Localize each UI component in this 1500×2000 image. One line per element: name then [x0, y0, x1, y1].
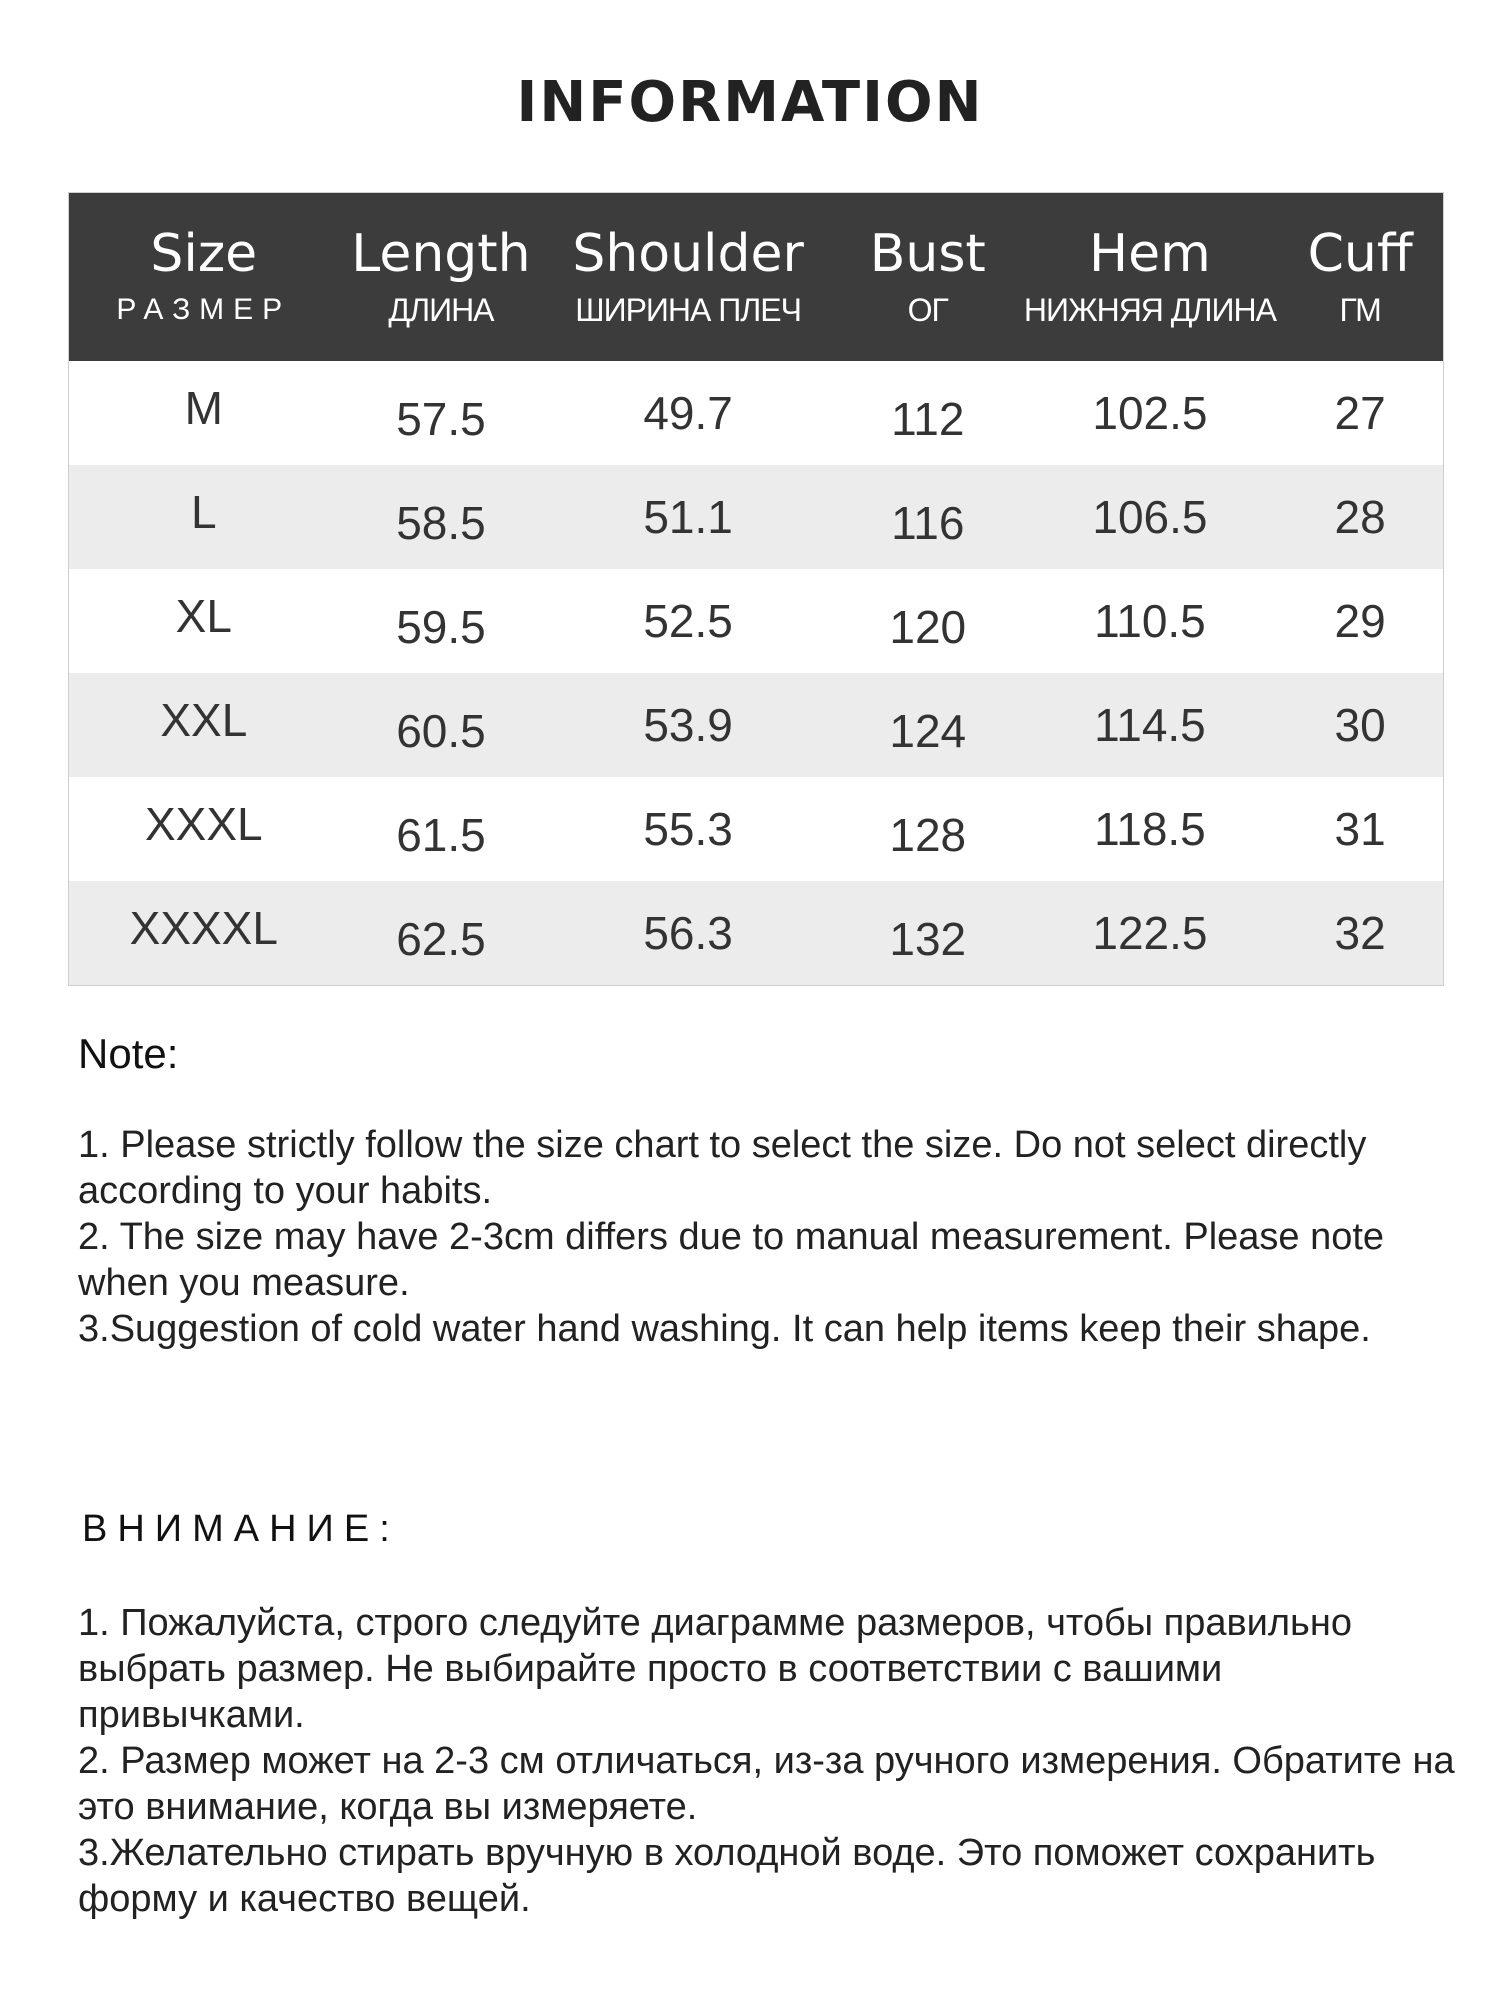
cell-bust: 124 [889, 705, 967, 757]
note-line: 1. Please strictly follow the size chart to select the size. Do not select directly according to your habits. [78, 1124, 1367, 1212]
note-heading: Note: [78, 1030, 179, 1077]
cell-cuff: 29 [1334, 595, 1386, 647]
cell-shoulder: 53.9 [643, 699, 733, 751]
header-label: Bust [869, 224, 986, 284]
table-row [69, 361, 1443, 465]
cell-hem: 114.5 [1094, 699, 1206, 751]
cell-cuff: 28 [1334, 491, 1386, 543]
cell-shoulder: 55.3 [643, 803, 733, 855]
cell-cuff: 27 [1334, 387, 1386, 439]
note-body [78, 1122, 1438, 1352]
header-sublabel: ГМ [1339, 292, 1381, 328]
table-row [69, 465, 1443, 569]
cell-shoulder: 49.7 [643, 387, 733, 439]
cell-cuff: 30 [1334, 699, 1386, 751]
attention-line: 3.Желательно стирать вручную в холодной воде. Это поможет сохранить форму и качество вещей. [78, 1832, 1376, 1920]
cell-size: L [191, 486, 217, 538]
header-hem [1023, 193, 1278, 361]
attention-body [78, 1600, 1458, 1922]
header-sublabel: ШИРИНА ПЛЕЧ [575, 292, 801, 328]
cell-bust: 120 [889, 601, 967, 653]
cell-size: XL [175, 590, 232, 642]
cell-shoulder: 51.1 [643, 491, 733, 543]
size-table [68, 192, 1444, 986]
cell-length: 58.5 [396, 497, 486, 549]
cell-hem: 118.5 [1094, 803, 1206, 855]
header-sublabel: ДЛИНА [388, 292, 494, 328]
header-shoulder [543, 193, 833, 361]
header-sublabel: НИЖНЯЯ ДЛИНА [1023, 292, 1276, 328]
cell-length: 62.5 [396, 913, 486, 965]
table-header [69, 193, 1443, 361]
note-line: 3.Suggestion of cold water hand washing. It can help items keep their shape. [78, 1308, 1371, 1350]
header-label: Hem [1089, 224, 1211, 284]
cell-size: M [184, 382, 223, 434]
cell-length: 59.5 [396, 601, 486, 653]
cell-size: XXXL [144, 798, 263, 850]
attention-line: 2. Размер может на 2-3 см отличаться, из-за ручного измерения. Обратите на это внимание, когда вы измеряете. [78, 1740, 1455, 1828]
cell-hem: 122.5 [1092, 907, 1208, 959]
cell-length: 61.5 [396, 809, 486, 861]
header-label: Size [150, 224, 258, 284]
cell-length: 60.5 [396, 705, 486, 757]
note-line: 2. The size may have 2-3cm differs due to manual measurement. Please note when you measure. [78, 1216, 1385, 1304]
cell-bust: 116 [891, 497, 965, 549]
table-row [69, 569, 1443, 673]
cell-bust: 128 [889, 809, 967, 861]
attention-heading: ВНИМАНИЕ: [82, 1508, 400, 1550]
header-label: Shoulder [572, 224, 804, 284]
attention-line: 1. Пожалуйста, строго следуйте диаграмме размеров, чтобы правильно выбрать размер. Не выбирайте просто в соответствии с вашими привычками. [78, 1602, 1352, 1736]
cell-hem: 102.5 [1092, 387, 1208, 439]
cell-shoulder: 56.3 [643, 907, 733, 959]
cell-shoulder: 52.5 [643, 595, 733, 647]
cell-bust: 132 [889, 913, 967, 965]
header-label: Length [351, 224, 531, 284]
header-label: Cuff [1307, 224, 1413, 284]
cell-size: XXXXL [129, 902, 278, 954]
cell-cuff: 31 [1334, 803, 1386, 855]
table-row [69, 881, 1443, 985]
page-title: INFORMATION [516, 70, 984, 135]
cell-cuff: 32 [1334, 907, 1386, 959]
header-bust [833, 193, 1023, 361]
cell-length: 57.5 [396, 393, 486, 445]
cell-bust: 112 [891, 393, 965, 445]
cell-hem: 110.5 [1094, 595, 1206, 647]
header-cuff [1277, 193, 1443, 361]
cell-size: XXL [160, 694, 248, 746]
table-row [69, 777, 1443, 881]
table-row [69, 673, 1443, 777]
cell-hem: 106.5 [1092, 491, 1208, 543]
header-sublabel: РАЗМЕР [116, 293, 292, 326]
header-sublabel: ОГ [907, 292, 948, 328]
header-length [339, 193, 544, 361]
header-size [69, 193, 339, 361]
